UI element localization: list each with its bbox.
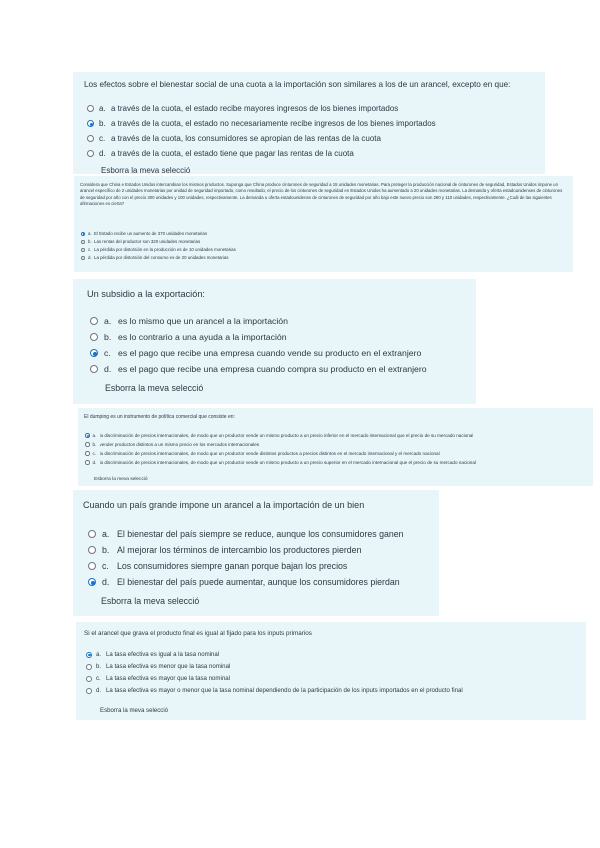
radio-button[interactable] (87, 135, 94, 142)
option-text: La tasa efectiva es igual a la tasa nominal (106, 651, 220, 658)
clear-selection-link[interactable]: Esborra la meva selecció (101, 166, 191, 174)
option-letter: a. (104, 316, 112, 326)
option-c[interactable] (85, 451, 440, 456)
question-text: Un subsidio a la exportación: (87, 289, 205, 299)
option-a[interactable] (85, 433, 473, 438)
option-letter: c. (92, 451, 97, 456)
question-text: El dumping es un instrumento de política comercial que consiste en: (84, 414, 235, 420)
option-a[interactable] (88, 529, 404, 539)
option-letter: b. (99, 119, 106, 128)
radio-button[interactable] (88, 546, 96, 554)
option-text: Las rentas del productor son 320 unidades monetarias (94, 239, 201, 244)
option-letter: a. (96, 651, 102, 658)
option-text: La tasa efectiva es mayor o menor que la tasa nominal dependiendo de la participación de los inputs importados en el producto final (106, 687, 463, 694)
question-text: Cuando un país grande impone un arancel a la importación de un bien (83, 500, 365, 510)
option-letter: d. (104, 364, 112, 374)
radio-button[interactable] (87, 150, 94, 157)
option-text: La tasa efectiva es menor que la tasa nominal (106, 663, 231, 670)
radio-button[interactable] (86, 664, 92, 670)
option-letter: c. (99, 134, 106, 143)
option-b[interactable] (90, 332, 287, 342)
radio-button[interactable] (85, 451, 90, 456)
option-text: es lo mismo que un arancel a la importación (118, 316, 288, 326)
option-letter: b. (102, 545, 110, 555)
option-text: es el pago que recibe una empresa cuando vende su producto en el extranjero (118, 348, 422, 358)
option-letter: b. (88, 239, 92, 244)
option-b[interactable] (81, 239, 200, 244)
option-b[interactable] (88, 545, 361, 555)
option-b[interactable] (86, 663, 230, 670)
option-letter: b. (92, 442, 97, 447)
option-letter: c. (104, 348, 111, 358)
radio-button[interactable] (85, 433, 90, 438)
radio-button[interactable] (81, 248, 85, 252)
option-text: la discriminación de precios internacionales, de modo que un productor vende distintos productos a precios distintos en el mercado internacional y el mercado nacional (99, 451, 440, 456)
option-text: es el pago que recibe una empresa cuando compra su producto en el extranjero (118, 364, 427, 374)
radio-button[interactable] (81, 240, 85, 244)
option-letter: b. (96, 663, 102, 670)
option-text: El bienestar del país puede aumentar, aunque los consumidores pierdan (117, 577, 400, 587)
radio-button[interactable] (88, 578, 96, 586)
radio-button[interactable] (90, 349, 98, 357)
option-text: a través de la cuota, el estado no necesariamente recibe ingresos de los bienes importados (111, 119, 436, 128)
option-d[interactable] (86, 687, 463, 694)
radio-button[interactable] (85, 460, 90, 465)
radio-button[interactable] (81, 256, 85, 260)
option-c[interactable] (86, 675, 230, 682)
radio-button[interactable] (87, 120, 94, 127)
option-letter: d. (99, 149, 106, 158)
option-letter: a. (92, 433, 97, 438)
option-text: La pérdida por distorsión del consumo es de 20 unidades monetarias (94, 255, 229, 260)
question-card-dumping (78, 408, 593, 486)
option-text: a través de la cuota, el estado tiene que pagar las rentas de la cuota (111, 149, 354, 158)
question-card-arancel-pais-grande (73, 490, 439, 616)
clear-selection-link[interactable]: Esborra la meva selecció (94, 477, 148, 482)
option-letter: d. (96, 687, 102, 694)
option-text: La tasa efectiva es mayor que la tasa nominal (106, 675, 230, 682)
question-card-subsidio (73, 279, 476, 404)
radio-button[interactable] (86, 688, 92, 694)
option-letter: d. (88, 255, 92, 260)
option-d[interactable] (90, 364, 427, 374)
radio-button[interactable] (85, 442, 90, 447)
question-card-tasa-efectiva (76, 622, 586, 720)
question-card-cuota (73, 72, 545, 174)
option-letter: a. (88, 231, 92, 236)
option-text: la discriminación de precios internacionales, de modo que un productor vende un mismo producto a un precio inferior en el mercado internacional que el precio de su mercado nacional (99, 433, 474, 438)
option-d[interactable] (87, 149, 354, 158)
radio-button[interactable] (88, 562, 96, 570)
option-letter: b. (104, 332, 112, 342)
option-c[interactable] (81, 247, 236, 252)
option-text: es lo contrario a una ayuda a la importación (118, 332, 287, 342)
clear-selection-link[interactable]: Esborra la meva selecció (105, 383, 204, 393)
option-letter: a. (99, 104, 106, 113)
radio-button[interactable] (87, 105, 94, 112)
radio-button[interactable] (86, 652, 92, 658)
option-text: La pérdida por distorsión en la producción es de 10 unidades monetarias (94, 247, 236, 252)
radio-button[interactable] (90, 317, 98, 325)
option-a[interactable] (90, 316, 288, 326)
radio-button[interactable] (86, 676, 92, 682)
option-a[interactable] (86, 651, 219, 658)
option-letter: c. (96, 675, 101, 682)
option-c[interactable] (90, 348, 421, 358)
option-text: El Estado recibe un aumento de 370 unidades monetarias (94, 231, 208, 236)
radio-button[interactable] (90, 333, 98, 341)
option-b[interactable] (87, 119, 436, 128)
option-a[interactable] (87, 104, 398, 113)
option-a[interactable] (81, 231, 207, 236)
radio-button[interactable] (90, 365, 98, 373)
option-text: Los consumidores siempre ganan porque bajan los precios (117, 561, 348, 571)
question-card-cinturones (74, 176, 573, 272)
option-letter: c. (102, 561, 109, 571)
option-d[interactable] (88, 577, 400, 587)
option-text: la discriminación de precios internacionales, de modo que un productor vende un mismo producto a un precio superior en el mercado internacional que el precio de su mercado nacional (99, 460, 476, 465)
option-d[interactable] (81, 255, 229, 260)
option-letter: a. (102, 529, 110, 539)
option-text: a través de la cuota, los consumidores se apropian de las rentas de la cuota (111, 134, 381, 143)
option-c[interactable] (87, 134, 381, 143)
question-text: Considera que China e Estados Unidos intercambian los mismos productos. Suponga que China produce cinturones de seguridad a 15 unidades monetarias. Para proteger la producción nacional de cinturones de seguridad, Estados Unidos impone un arancel específico de 2 unidades monetarias por unidad de seguridad importado, como resultado, el precio de los cinturones de seguridad en Estados Unidos ha aumentado a 20 unidades monetarias. La demanda y oferta estadounidenses de cinturones de seguridad por año con el precio 300 unidades y 100 unidades, respectivamente. La demanda u oferta estadounidense de cinturones de seguridad por año bajo este nuevo precio son 280 y 110 unidades, respectivamente. ¿Cuál de las siguientes afirmaciones es cierta? (80, 182, 563, 206)
question-text: Los efectos sobre el bienestar social de una cuota a la importación son similares a los de un arancel, excepto en que: (84, 80, 511, 89)
option-text: Al mejorar los términos de intercambio los productores pierden (117, 545, 362, 555)
clear-selection-link[interactable]: Esborra la meva selecció (100, 707, 169, 714)
question-text: Si el arancel que grava el producto final es igual al fijado para los inputs primarios (84, 630, 312, 637)
radio-button[interactable] (88, 530, 96, 538)
radio-button[interactable] (81, 232, 85, 236)
clear-selection-link[interactable]: Esborra la meva selecció (101, 596, 200, 606)
option-letter: d. (102, 577, 110, 587)
option-text: a través de la cuota, el estado recibe mayores ingresos de los bienes importados (111, 104, 399, 113)
option-letter: c. (88, 247, 92, 252)
option-letter: d. (92, 460, 97, 465)
option-d[interactable] (85, 460, 476, 465)
option-text: El bienestar del país siempre se reduce, aunque los consumidores ganen (117, 529, 404, 539)
option-text: vender productos distintos a un mismo precio en los mercados internacionales (99, 442, 260, 447)
option-c[interactable] (88, 561, 347, 571)
option-b[interactable] (85, 442, 259, 447)
